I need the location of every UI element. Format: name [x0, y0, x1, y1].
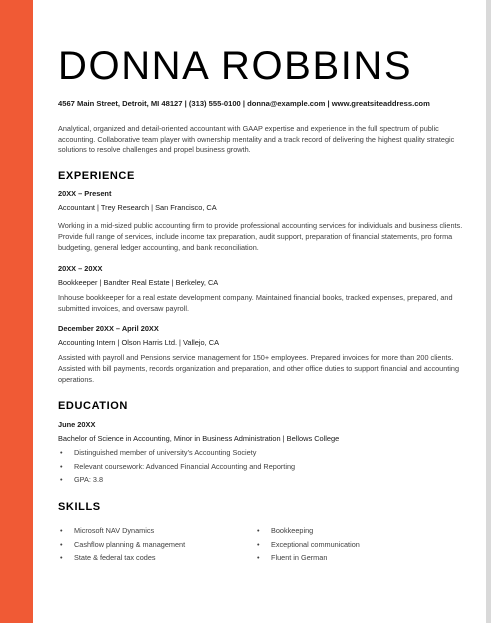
list-item: • Fluent in German: [255, 551, 360, 565]
education-degree: Bachelor of Science in Accounting, Minor in Business Administration | Bellows College: [58, 434, 340, 443]
list-item: • State & federal tax codes: [58, 551, 185, 565]
list-item: • GPA: 3.8: [58, 473, 295, 487]
job-title: Bookkeeper | Bandter Real Estate | Berkeley, CA: [58, 278, 219, 287]
candidate-name: DONNA ROBBINS: [58, 44, 413, 88]
job-title: Accountant | Trey Research | San Francisco, CA: [58, 203, 217, 212]
education-bullet-list: [58, 446, 295, 487]
experience-heading: EXPERIENCE: [58, 170, 135, 182]
contact-line: 4567 Main Street, Detroit, MI 48127 | (313) 555-0100 | donna@example.com | www.greatsiteaddress.com: [58, 99, 430, 108]
job-description: Inhouse bookkeeper for a real estate development company. Maintained financial books, tracked expenses, prepared, and submitted invoices, and oversaw payroll.: [58, 293, 453, 313]
list-item: • Bookkeeping: [255, 524, 360, 538]
list-item: • Cashflow planning & management: [58, 538, 185, 552]
skills-list-left: [58, 524, 185, 565]
job-description: Assisted with payroll and Pensions service management for 150+ employees. Prepared invoices for more than 200 clients. Assisted with bill payments, records organization and preparation, and other office duties to support financial and accounting operations.: [58, 353, 460, 384]
job-date: 20XX – Present: [58, 189, 112, 198]
education-date: June 20XX: [58, 420, 96, 429]
list-item: • Microsoft NAV Dynamics: [58, 524, 185, 538]
list-item: • Distinguished member of university’s Accounting Society: [58, 446, 295, 460]
list-item: • Relevant coursework: Advanced Financial Accounting and Reporting: [58, 460, 295, 474]
job-title: Accounting Intern | Olson Harris Ltd. | Vallejo, CA: [58, 338, 220, 347]
education-heading: EDUCATION: [58, 400, 128, 412]
skills-heading: SKILLS: [58, 501, 101, 513]
skills-list-right: [255, 524, 360, 565]
job-date: 20XX – 20XX: [58, 264, 103, 273]
job-date: December 20XX – April 20XX: [58, 324, 159, 333]
list-item: • Exceptional communication: [255, 538, 360, 552]
summary-paragraph: Analytical, organized and detail-oriented accountant with GAAP expertise and experience in the full spectrum of public accounting. Collaborative team player with ownership mentality and a track record of delivering the highest quality strategic solutions to resolve challenges and propel business growth.: [58, 124, 455, 154]
job-description: Working in a mid-sized public accounting firm to provide professional accounting services for individuals and business clients. Provide full range of services, include income tax preparation, audit support, preparation of financial statements, pro forma budgeting, general ledger accounting, and bank reconciliation.: [58, 221, 463, 252]
accent-bar: [0, 0, 33, 623]
